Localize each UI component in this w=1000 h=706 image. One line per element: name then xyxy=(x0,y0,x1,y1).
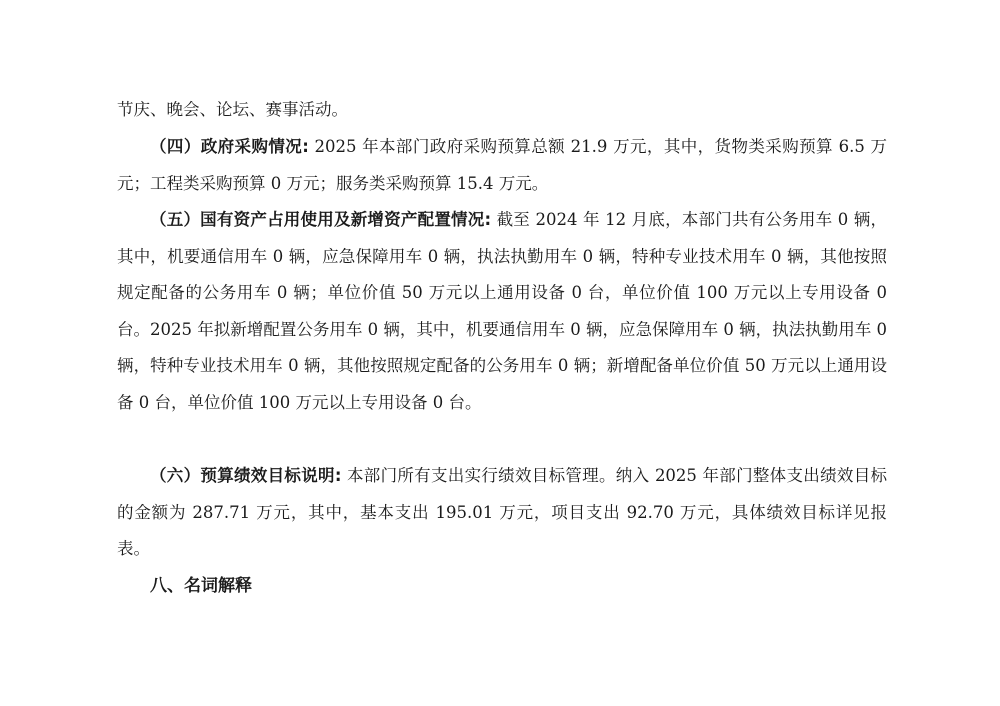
section-heading-procurement: （四）政府采购情况: xyxy=(150,137,309,156)
section-heading-assets: （五）国有资产占用使用及新增资产配置情况: xyxy=(150,210,492,229)
paragraph-state-assets xyxy=(117,202,887,421)
section-body-assets: 截至 2024 年 12 月底，本部门共有公务用车 0 辆，其中，机要通信用车 0 辆，应急保障用车 0 辆，执法执勤用车 0 辆，特种专业技术用车 0 辆，其他按照规定配备的公务用车 0 辆；单位价值 50 万元以上通用设备 0 台，单位价值 100 万元以上专用设备 0 台。2025 年拟新增配置公务用车 0 辆，其中，机要通信用车 0 辆，应急保障用车 0 辆，执法执勤用车 0 辆，特种专业技术用车 0 辆，其他按照规定配备的公务用车 0 辆；新增配备单位价值 50 万元以上通用设备 0 台，单位价值 100 万元以上专用设备 0 台。 xyxy=(117,210,887,412)
section-heading-performance: （六）预算绩效目标说明: xyxy=(150,466,342,485)
paragraph-continuation xyxy=(117,92,887,129)
chapter-heading: 八、名词解释 xyxy=(150,576,252,596)
paragraph-government-procurement xyxy=(117,129,887,202)
section-body-performance: 本部门所有支出实行绩效目标管理。纳入 2025 年部门整体支出绩效目标的金额为 287.71 万元，其中，基本支出 195.01 万元，项目支出 92.70 万元，具体绩效目标详见报表。 xyxy=(117,466,887,558)
section-body-procurement: 2025 年本部门政府采购预算总额 21.9 万元，其中，货物类采购预算 6.5 万元；工程类采购预算 0 万元；服务类采购预算 15.4 万元。 xyxy=(117,137,887,193)
paragraph-performance-goals xyxy=(117,458,887,568)
continuation-text: 节庆、晚会、论坛、赛事活动。 xyxy=(117,100,348,119)
